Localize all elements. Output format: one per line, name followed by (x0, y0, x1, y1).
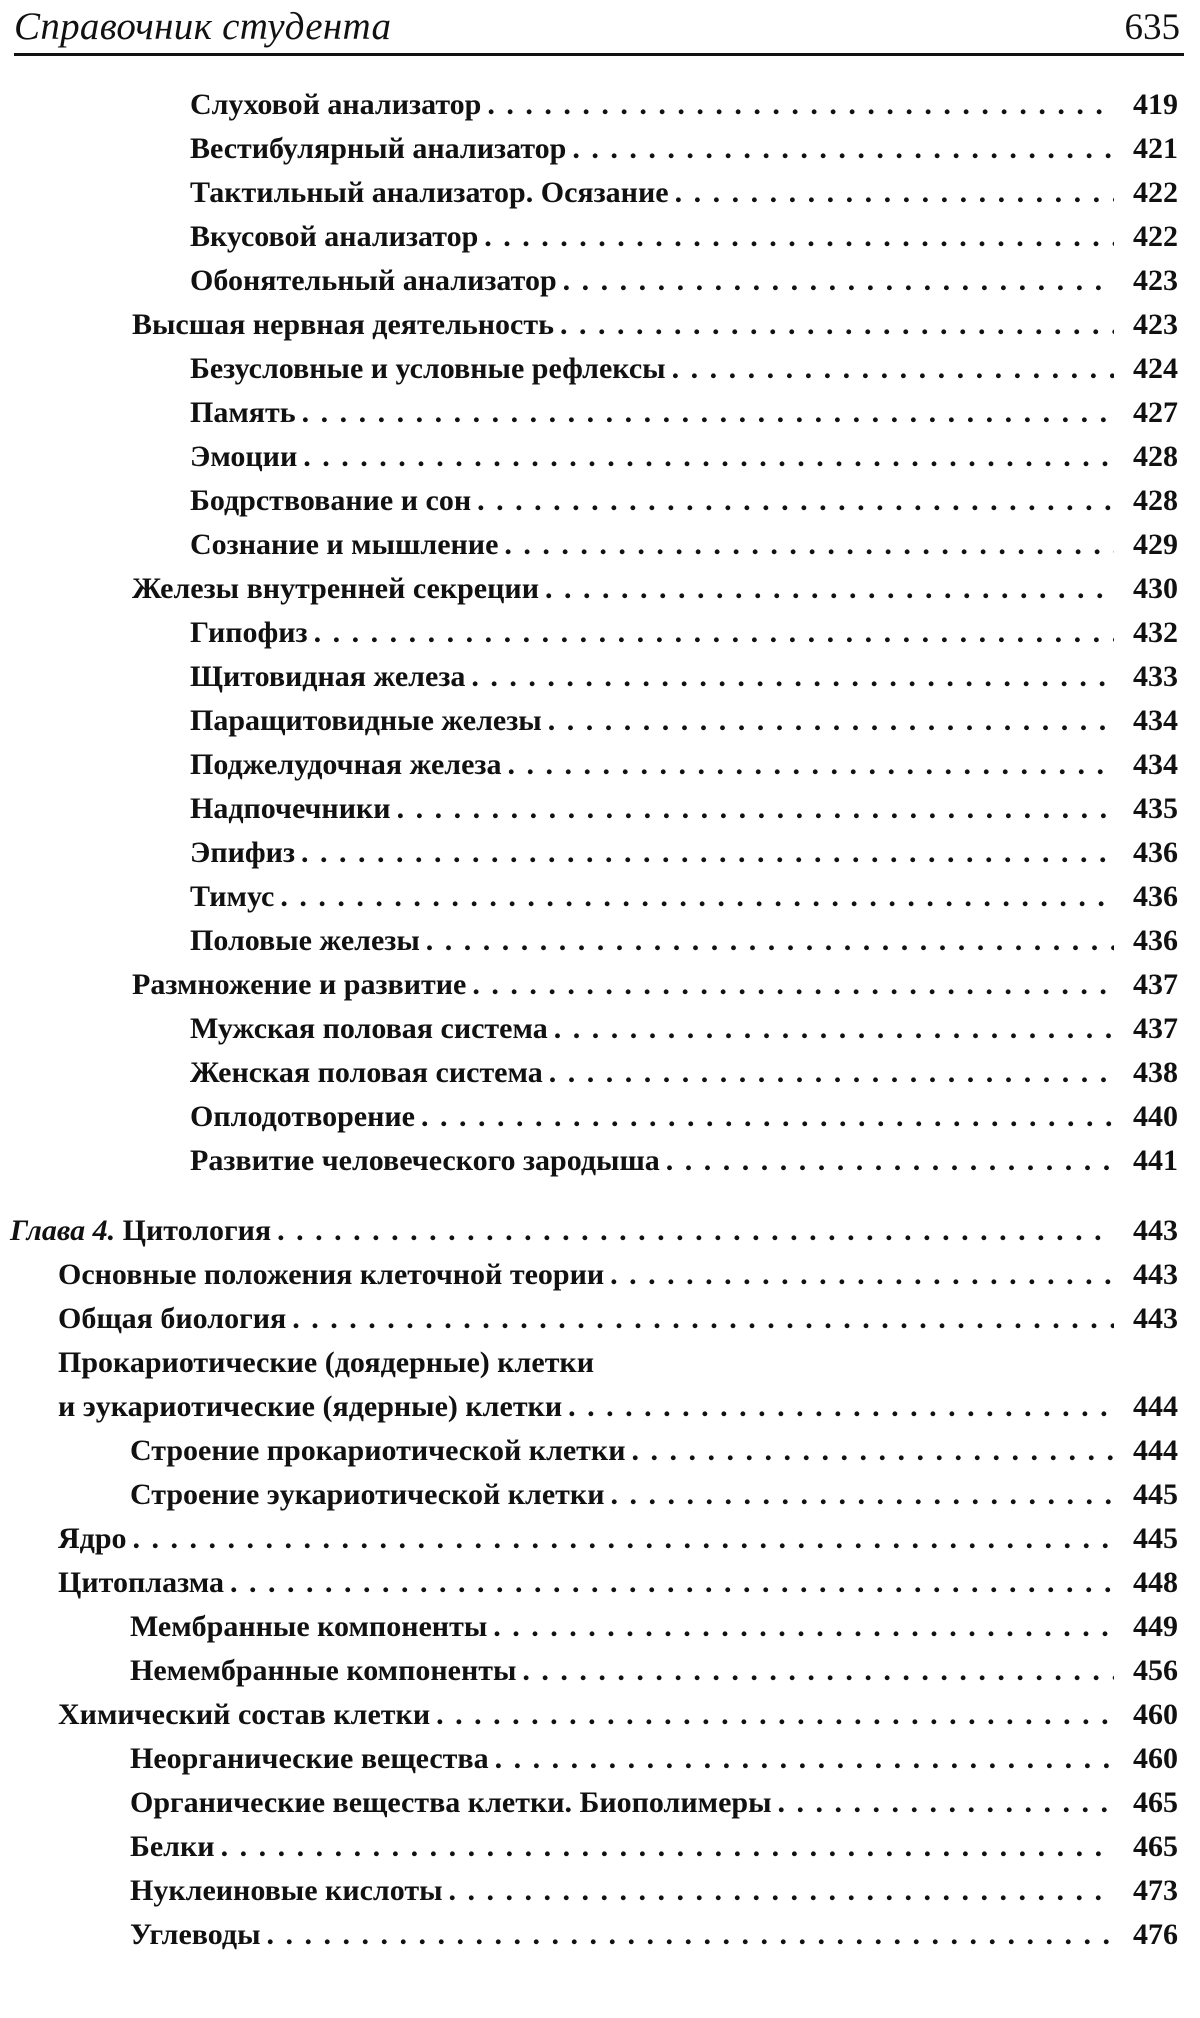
toc-entry-page: 427 (1133, 396, 1178, 429)
dot-leader (675, 176, 1114, 210)
toc-entry-title: Строение прокариотической клетки (130, 1434, 626, 1467)
toc-entry-title: Обонятельный анализатор (190, 264, 557, 297)
toc-entry-title: Органические вещества клетки. Биополимеры (130, 1786, 772, 1819)
toc-entry-page: 445 (1133, 1522, 1178, 1555)
toc-entry-title: Неорганические вещества (130, 1742, 489, 1775)
toc-entry-title: Эмоции (190, 440, 298, 473)
toc-entry-title: Паращитовидные железы (190, 704, 542, 737)
dot-leader (610, 1478, 1114, 1512)
dot-leader (493, 1610, 1114, 1644)
toc-entry-page: 440 (1133, 1100, 1178, 1133)
dot-leader (449, 1874, 1114, 1908)
toc-entry-title: Немембранные компоненты (130, 1654, 517, 1687)
toc-entry-page: 476 (1133, 1918, 1178, 1951)
toc-entry-page: 441 (1133, 1144, 1178, 1177)
toc-entry[interactable] (0, 396, 1200, 440)
dot-leader (477, 484, 1114, 518)
dot-leader (549, 1056, 1114, 1090)
toc-entry[interactable] (0, 1830, 1200, 1874)
dot-leader (484, 220, 1114, 254)
toc-entry[interactable] (0, 1302, 1200, 1346)
page-number: 635 (1124, 7, 1180, 48)
chapter-title: Цитология (122, 1214, 272, 1247)
toc-entry[interactable] (0, 440, 1200, 484)
dot-leader (302, 396, 1114, 430)
toc-entry[interactable] (0, 1144, 1200, 1188)
dot-leader (303, 440, 1114, 474)
toc-entry-page: 423 (1133, 308, 1178, 341)
dot-leader (560, 308, 1114, 342)
toc-entry[interactable] (0, 1654, 1200, 1698)
toc-entry-title: Нуклеиновые кислоты (130, 1874, 443, 1907)
toc-entry[interactable] (0, 880, 1200, 924)
toc-entry[interactable] (0, 924, 1200, 968)
dot-leader (314, 616, 1114, 650)
toc-entry-page: 443 (1133, 1258, 1178, 1291)
toc-entry[interactable] (0, 1478, 1200, 1522)
toc-entry-page: 443 (1133, 1302, 1178, 1335)
toc-entry-title: Надпочечники (190, 792, 391, 825)
toc-entry-title: Мембранные компоненты (130, 1610, 488, 1643)
toc-entry[interactable] (0, 88, 1200, 132)
toc-entry-title: Эпифиз (190, 836, 296, 869)
toc-entry-title: Женская половая система (190, 1056, 543, 1089)
toc-entry-page: 432 (1133, 616, 1178, 649)
toc-entry-page: 444 (1133, 1390, 1178, 1423)
toc-entry[interactable] (0, 1214, 1200, 1258)
toc-entry-title: Оплодотворение (190, 1100, 415, 1133)
toc-entry-title: Вестибулярный анализатор (190, 132, 567, 165)
toc-entry[interactable] (0, 1874, 1200, 1918)
toc-entry-title: Развитие человеческого зародыша (190, 1144, 660, 1177)
dot-leader (471, 660, 1114, 694)
toc-entry-title: Щитовидная железа (190, 660, 466, 693)
dot-leader (277, 1214, 1114, 1248)
toc-entry[interactable] (0, 792, 1200, 836)
toc-entry-title: Память (190, 396, 296, 429)
toc-entry-title: Основные положения клеточной теории (58, 1258, 605, 1291)
toc-entry-page: 436 (1133, 924, 1178, 957)
toc-entry[interactable] (0, 1390, 1200, 1434)
toc-entry-page: 448 (1133, 1566, 1178, 1599)
toc-entry[interactable] (0, 1258, 1200, 1302)
dot-leader (778, 1786, 1114, 1820)
toc-entry-page: 443 (1133, 1214, 1178, 1247)
toc-entry-page: 449 (1133, 1610, 1178, 1643)
toc-entry[interactable] (0, 1742, 1200, 1786)
toc-entry[interactable] (0, 1918, 1200, 1962)
toc-entry-page: 421 (1133, 132, 1178, 165)
chapter-label: Глава 4. (10, 1214, 116, 1247)
toc-entry-title: Гипофиз (190, 616, 308, 649)
toc-entry-title: Высшая нервная деятельность (132, 308, 554, 341)
toc-entry[interactable] (0, 528, 1200, 572)
toc-entry-page: 436 (1133, 880, 1178, 913)
toc-entry-title: Строение эукариотической клетки (130, 1478, 605, 1511)
toc-entry-title: Сознание и мышление (190, 528, 499, 561)
toc-entry[interactable] (0, 1346, 1200, 1390)
dot-leader (672, 352, 1114, 386)
dot-leader (554, 1012, 1114, 1046)
toc-entry[interactable] (0, 1434, 1200, 1478)
toc-entry-title: Вкусовой анализатор (190, 220, 479, 253)
dot-leader (301, 836, 1114, 870)
toc-entry[interactable] (0, 1522, 1200, 1566)
dot-leader (133, 1522, 1114, 1556)
toc-entry-title: Поджелудочная железа (190, 748, 502, 781)
toc-entry[interactable] (0, 748, 1200, 792)
toc-entry-title: Железы внутренней секреции (132, 572, 539, 605)
toc-entry-title: Бодрствование и сон (190, 484, 472, 517)
toc-entry[interactable] (0, 572, 1200, 616)
toc-entry[interactable] (0, 968, 1200, 1012)
toc-entry-page: 428 (1133, 440, 1178, 473)
dot-leader (666, 1144, 1114, 1178)
dot-leader (504, 528, 1114, 562)
toc-entry-title: Цитоплазма (58, 1566, 224, 1599)
toc-entry-page: 460 (1133, 1742, 1178, 1775)
dot-leader (221, 1830, 1114, 1864)
toc-entry[interactable] (0, 1566, 1200, 1610)
toc-entry-page: 419 (1133, 88, 1178, 121)
toc-entry-page: 428 (1133, 484, 1178, 517)
dot-leader (568, 1390, 1114, 1424)
toc-entry-page: 473 (1133, 1874, 1178, 1907)
toc-entry-title (10, 1214, 271, 1248)
toc-entry-page: 424 (1133, 352, 1178, 385)
toc-entry[interactable] (0, 132, 1200, 176)
toc-entry-page: 429 (1133, 528, 1178, 561)
toc-entry-title: Углеводы (130, 1918, 261, 1951)
dot-leader (545, 572, 1114, 606)
toc-entry-page: 460 (1133, 1698, 1178, 1731)
toc-entry-page: 436 (1133, 836, 1178, 869)
dot-leader (397, 792, 1114, 826)
toc-entry-title: Ядро (58, 1522, 127, 1555)
running-header (14, 5, 1184, 56)
toc-entry-title: Прокариотические (доядерные) клетки (58, 1346, 595, 1379)
toc-entry[interactable] (0, 1786, 1200, 1830)
toc-entry-title: Тактильный анализатор. Осязание (190, 176, 669, 209)
dot-leader (572, 132, 1114, 166)
toc-entry-page: 434 (1133, 748, 1178, 781)
dot-leader (230, 1566, 1114, 1600)
toc-entry-page: 437 (1133, 968, 1178, 1001)
toc-entry[interactable] (0, 660, 1200, 704)
toc-entry[interactable] (0, 1610, 1200, 1654)
dot-leader (421, 1100, 1114, 1134)
toc-entry-page: 438 (1133, 1056, 1178, 1089)
toc-entry-page: 423 (1133, 264, 1178, 297)
dot-leader (426, 924, 1114, 958)
toc-entry[interactable] (0, 1012, 1200, 1056)
toc-entry-title: Мужская половая система (190, 1012, 548, 1045)
dot-leader (548, 704, 1114, 738)
toc-entry-page: 444 (1133, 1434, 1178, 1467)
toc-entry-page: 433 (1133, 660, 1178, 693)
dot-leader (436, 1698, 1114, 1732)
book-title: Справочник студента (14, 5, 392, 48)
dot-leader (292, 1302, 1114, 1336)
toc-entry[interactable] (0, 264, 1200, 308)
toc-entry-title: Безусловные и условные рефлексы (190, 352, 666, 385)
dot-leader (267, 1918, 1114, 1952)
toc-entry-title: Половые железы (190, 924, 420, 957)
toc-entry-page: 422 (1133, 176, 1178, 209)
toc-entry[interactable] (0, 308, 1200, 352)
toc-entry[interactable] (0, 704, 1200, 748)
toc-entry[interactable] (0, 1100, 1200, 1144)
dot-leader (472, 968, 1114, 1002)
toc-entry[interactable] (0, 220, 1200, 264)
dot-leader (507, 748, 1114, 782)
toc-entry-title: Белки (130, 1830, 215, 1863)
toc-entry-page: 465 (1133, 1830, 1178, 1863)
dot-leader (280, 880, 1114, 914)
toc-entry-page: 437 (1133, 1012, 1178, 1045)
dot-leader (522, 1654, 1114, 1688)
toc-entry-title: Слуховой анализатор (190, 88, 482, 121)
toc-entry-title: Химический состав клетки (58, 1698, 431, 1731)
toc-entry[interactable] (0, 352, 1200, 396)
dot-leader (631, 1434, 1114, 1468)
toc-entry-page: 456 (1133, 1654, 1178, 1687)
toc-entry[interactable] (0, 1056, 1200, 1100)
toc-entry-page: 445 (1133, 1478, 1178, 1511)
toc-entry-title: Размножение и развитие (132, 968, 467, 1001)
toc-entry-page: 465 (1133, 1786, 1178, 1819)
toc-entry[interactable] (0, 836, 1200, 880)
toc-entry[interactable] (0, 616, 1200, 660)
toc-entry-page: 435 (1133, 792, 1178, 825)
toc-entry-page: 422 (1133, 220, 1178, 253)
toc-entry-title: и эукариотические (ядерные) клетки (58, 1390, 563, 1423)
toc-entry[interactable] (0, 484, 1200, 528)
dot-leader (495, 1742, 1114, 1776)
dot-leader (563, 264, 1114, 298)
dot-leader (610, 1258, 1114, 1292)
toc-entry-page: 434 (1133, 704, 1178, 737)
toc-entry-title: Тимус (190, 880, 275, 913)
dot-leader (487, 88, 1114, 122)
toc-entry[interactable] (0, 176, 1200, 220)
toc-entry[interactable] (0, 1698, 1200, 1742)
toc-entry-page: 430 (1133, 572, 1178, 605)
toc-entry-title: Общая биология (58, 1302, 287, 1335)
